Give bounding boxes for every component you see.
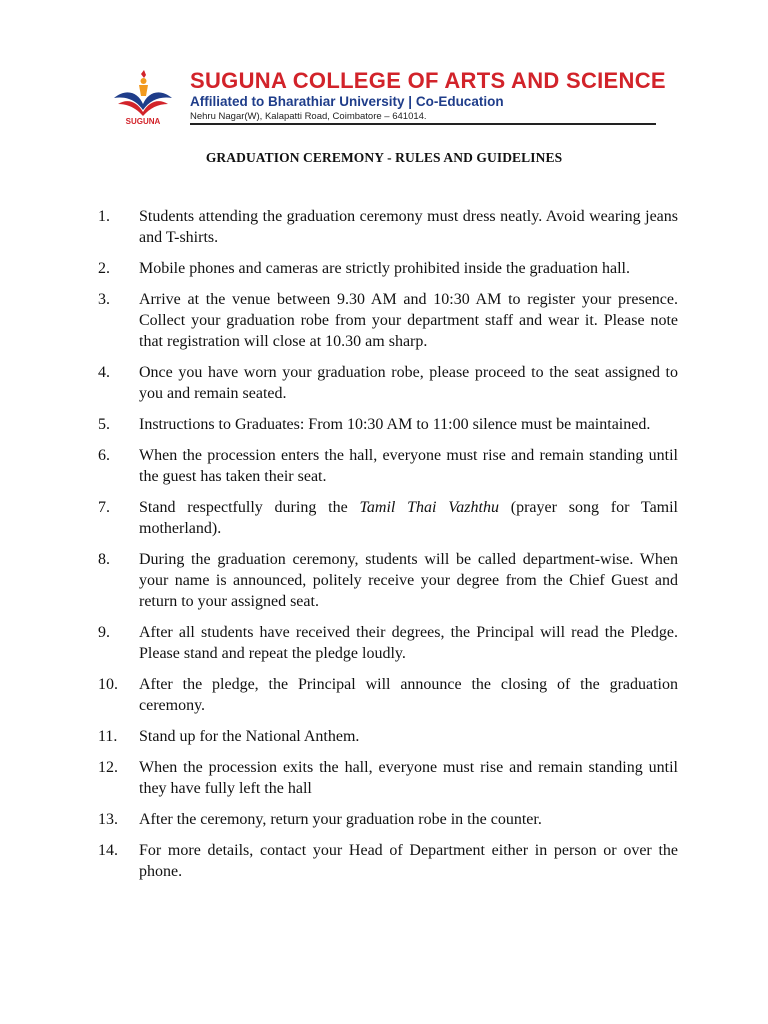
list-item (98, 674, 678, 716)
list-item (98, 549, 678, 612)
item-number: 1. (98, 208, 110, 225)
item-text: Stand up for the National Anthem. (139, 728, 360, 745)
item-text: After the ceremony, return your graduation robe in the counter. (139, 811, 542, 828)
item-number: 13. (98, 811, 118, 828)
item-number: 10. (98, 676, 118, 693)
list-item (98, 362, 678, 404)
item-text-after: (prayer song for Tamil motherland). (139, 499, 679, 537)
list-item (98, 206, 678, 248)
item-text: Instructions to Graduates: From 10:30 AM to 11:00 silence must be maintained. (139, 416, 651, 433)
list-item (98, 289, 678, 352)
list-item (98, 622, 678, 664)
college-emblem-icon (108, 70, 178, 126)
logo-text: SUGUNA (125, 117, 161, 126)
item-number: 5. (98, 416, 110, 433)
item-text: When the procession exits the hall, everyone must rise and remain standing until they have fully left the hall (139, 759, 678, 797)
item-text: Students attending the graduation ceremony must dress neatly. Avoid wearing jeans and T-shirts. (139, 208, 678, 246)
item-text-before: Stand respectfully during the (139, 499, 360, 516)
item-text (139, 499, 678, 537)
item-text: During the graduation ceremony, students will be called department-wise. When your name is announced, politely receive your degree from the Chief Guest and return to your assigned seat. (139, 551, 678, 610)
list-item (98, 840, 678, 882)
item-text: For more details, contact your Head of Department either in person or over the phone. (139, 842, 678, 880)
item-text: Arrive at the venue between 9.30 AM and 10:30 AM to register your presence. Collect your graduation robe from your department staff and wear it. Please note that registration will close at 10.30 am sharp. (139, 291, 678, 350)
item-number: 11. (98, 728, 118, 745)
list-item (98, 757, 678, 799)
item-text: After all students have received their degrees, the Principal will read the Pledge. Please stand and repeat the pledge loudly. (139, 624, 678, 662)
item-text: Once you have worn your graduation robe, please proceed to the seat assigned to you and remain seated. (139, 364, 678, 402)
letterhead (108, 66, 666, 126)
item-text: After the pledge, the Principal will announce the closing of the graduation ceremony. (139, 676, 678, 714)
list-item (98, 414, 678, 435)
item-number: 6. (98, 447, 110, 464)
affiliation-line: Affiliated to Bharathiar University | Co-Education (190, 94, 504, 109)
college-name: SUGUNA COLLEGE OF ARTS AND SCIENCE (190, 68, 666, 93)
item-number: 7. (98, 499, 110, 516)
list-item (98, 809, 678, 830)
list-item (98, 497, 678, 539)
item-number: 3. (98, 291, 110, 308)
item-number: 2. (98, 260, 110, 277)
item-number: 14. (98, 842, 118, 859)
list-item (98, 258, 678, 279)
rules-list (98, 206, 678, 892)
prayer-song-title: Tamil Thai Vazhthu (359, 499, 499, 516)
item-text: Mobile phones and cameras are strictly prohibited inside the graduation hall. (139, 260, 630, 277)
item-text: When the procession enters the hall, everyone must rise and remain standing until the guest has taken their seat. (139, 447, 678, 485)
address-line: Nehru Nagar(W), Kalapatti Road, Coimbatore – 641014. (190, 111, 427, 122)
item-number: 12. (98, 759, 118, 776)
list-item (98, 445, 678, 487)
document-title: GRADUATION CEREMONY - RULES AND GUIDELINES (205, 150, 563, 165)
header-divider (190, 123, 656, 125)
item-number: 8. (98, 551, 110, 568)
item-number: 4. (98, 364, 110, 381)
list-item (98, 726, 678, 747)
item-number: 9. (98, 624, 110, 641)
